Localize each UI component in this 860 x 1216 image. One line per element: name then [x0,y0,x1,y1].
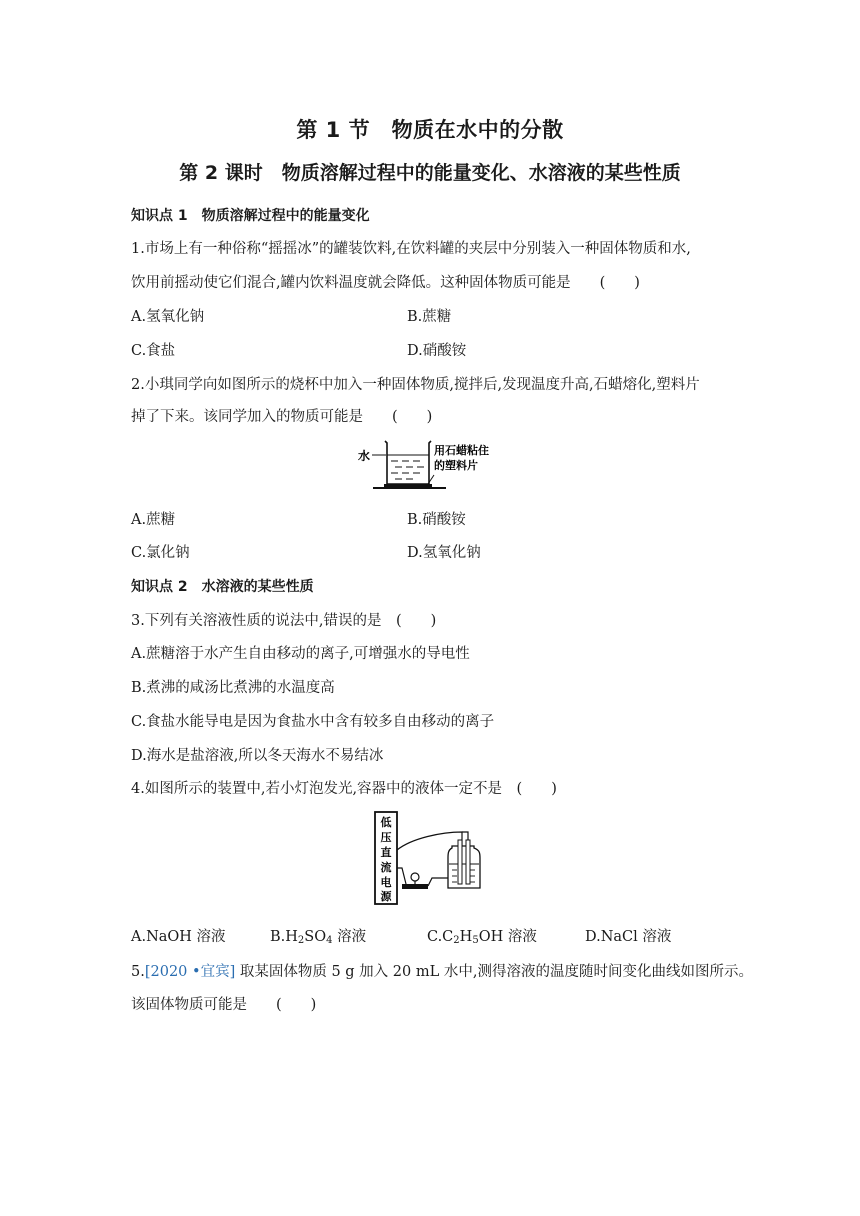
q5-source-tag: [2020 •宜宾] [144,964,236,980]
q5-stem-line1: 5.[2020 •宜宾] 取某固体物质 5 g 加入 20 mL 水中,测得溶液的温度随时间变化曲线如图所示。 [131,964,753,980]
q2-stem-line2: 掉了下来。该同学加入的物质可能是 ( ) [131,409,433,425]
water-label: 水 [358,449,371,463]
q1-stem-line1: 1.市场上有一种俗称“摇摇冰”的罐装饮料,在饮料罐的夹层中分别装入一种固体物质和水, [131,241,691,257]
q4-option-d[interactable]: D.NaCl 溶液 [585,929,672,945]
q3-option-d[interactable]: D.海水是盐溶液,所以冬天海水不易结冰 [131,748,384,764]
q3-option-b[interactable]: B.煮沸的咸汤比煮沸的水温度高 [131,680,335,696]
q4-stem: 4.如图所示的装置中,若小灯泡发光,容器中的液体一定不是 ( ) [131,781,557,797]
source-char-3: 直 [380,846,392,859]
knowledge-point-1: 知识点 1 物质溶解过程中的能量变化 [131,208,370,224]
q4-option-a[interactable]: A.NaOH 溶液 [131,929,226,945]
q2-stem-line1: 2.小琪同学向如图所示的烧杯中加入一种固体物质,搅拌后,发现温度升高,石蜡熔化,塑料片 [131,377,700,393]
source-char-1: 低 [380,816,392,829]
q1-option-a[interactable]: A.氢氧化钠 [131,309,205,325]
q3-option-c[interactable]: C.食盐水能导电是因为食盐水中含有较多自由移动的离子 [131,714,495,730]
section-title: 第 1 节 物质在水中的分散 [296,118,564,142]
q5-stem-line2: 该固体物质可能是 ( ) [131,997,317,1013]
q2-option-b[interactable]: B.硝酸铵 [407,512,466,528]
circuit-figure [372,810,494,908]
source-char-2: 压 [380,831,392,844]
q4-option-c[interactable]: $C.C_2H_5OH$ 溶液 [427,929,537,946]
source-char-5: 电 [380,876,392,889]
q4-option-b[interactable]: $B.H_2SO_4$ 溶液 [270,929,367,946]
q2-option-c[interactable]: C.氯化钠 [131,545,190,561]
q1-option-b[interactable]: B.蔗糖 [407,309,452,325]
beaker-figure [358,437,508,495]
source-char-6: 源 [380,890,392,903]
knowledge-point-2: 知识点 2 水溶液的某些性质 [131,579,314,595]
lesson-subtitle: 第 2 课时 物质溶解过程中的能量变化、水溶液的某些性质 [179,162,681,184]
q3-stem: 3.下列有关溶液性质的说法中,错误的是 ( ) [131,613,437,629]
q3-option-a[interactable]: A.蔗糖溶于水产生自由移动的离子,可增强水的导电性 [131,646,470,662]
q1-option-c[interactable]: C.食盐 [131,343,176,359]
q2-option-d[interactable]: D.氢氧化钠 [407,545,481,561]
q1-option-d[interactable]: D.硝酸铵 [407,343,467,359]
wax-label-line1: 用石蜡粘住 [434,444,489,457]
q1-stem-line2: 饮用前摇动使它们混合,罐内饮料温度就会降低。这种固体物质可能是 ( ) [131,275,640,291]
source-char-4: 流 [380,861,392,874]
q2-option-a[interactable]: A.蔗糖 [131,512,176,528]
wax-label-line2: 的塑料片 [434,459,478,472]
